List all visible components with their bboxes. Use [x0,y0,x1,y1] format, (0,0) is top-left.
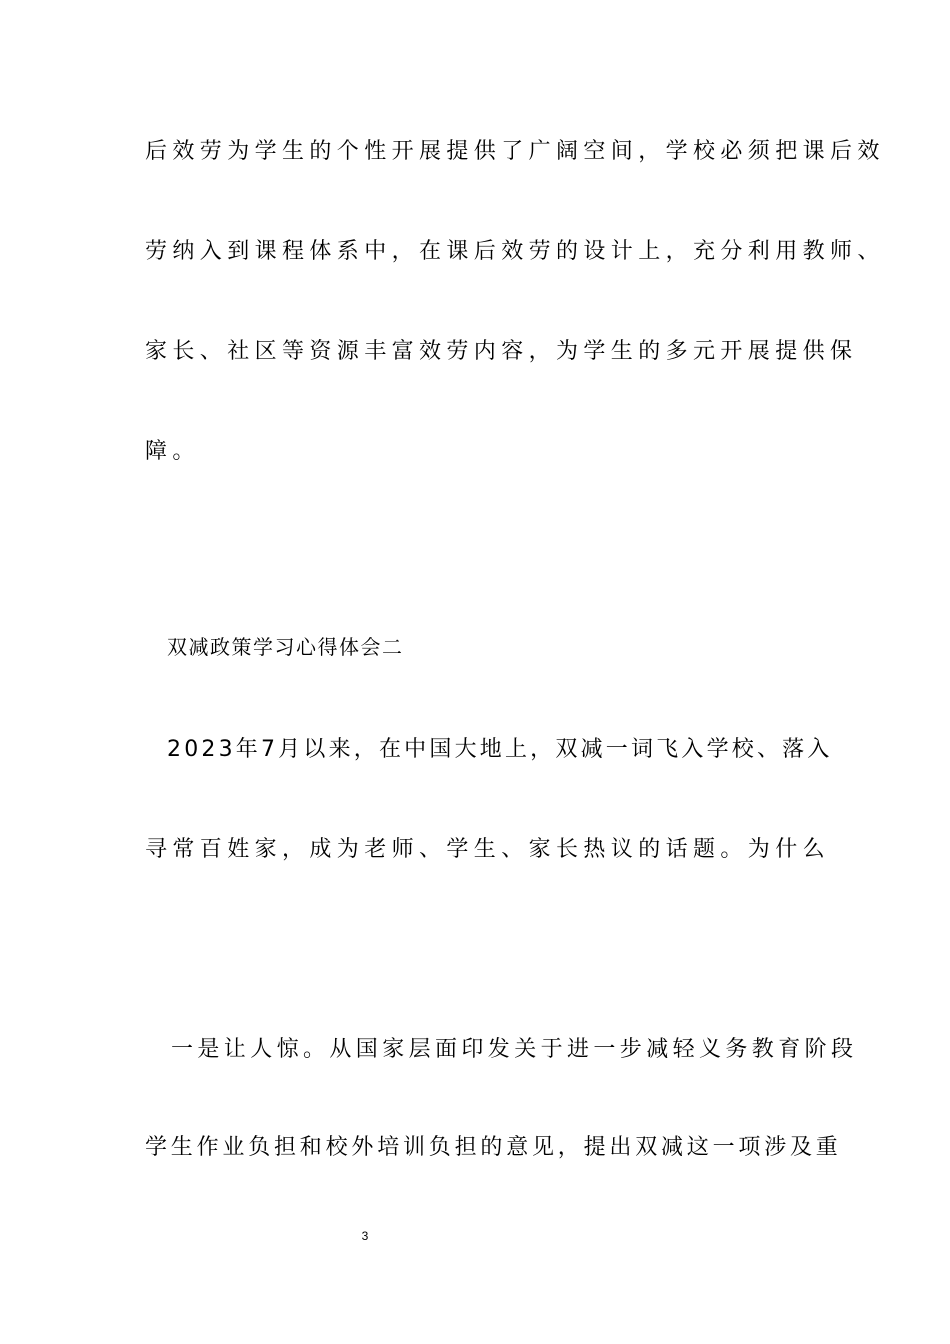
section-heading: 双减政策学习心得体会二 [167,635,404,659]
paragraph-2-line-2: 寻常百姓家，成为老师、学生、家长热议的话题。为什么 [145,837,831,862]
paragraph-3-line-1: 一是让人惊。从国家层面印发关于进一步减轻义务教育阶段 [171,1037,858,1062]
page-number: 3 [361,1229,369,1243]
paragraph-3-line-2: 学生作业负担和校外培训负担的意见，提出双减这一项涉及重 [145,1135,842,1160]
paragraph-1-line-3: 家长、社区等资源丰富效劳内容，为学生的多元开展提供保 [145,339,858,364]
paragraph-1-line-2: 劳纳入到课程体系中，在课后效劳的设计上，充分利用教师、 [145,239,885,264]
paragraph-1-line-4: 障。 [145,439,200,464]
paragraph-2-line-1: 2023年7月以来，在中国大地上，双减一词飞入学校、落入 [167,737,833,762]
paragraph-1-line-1: 后效劳为学生的个性开展提供了广阔空间，学校必须把课后效 [145,139,885,164]
